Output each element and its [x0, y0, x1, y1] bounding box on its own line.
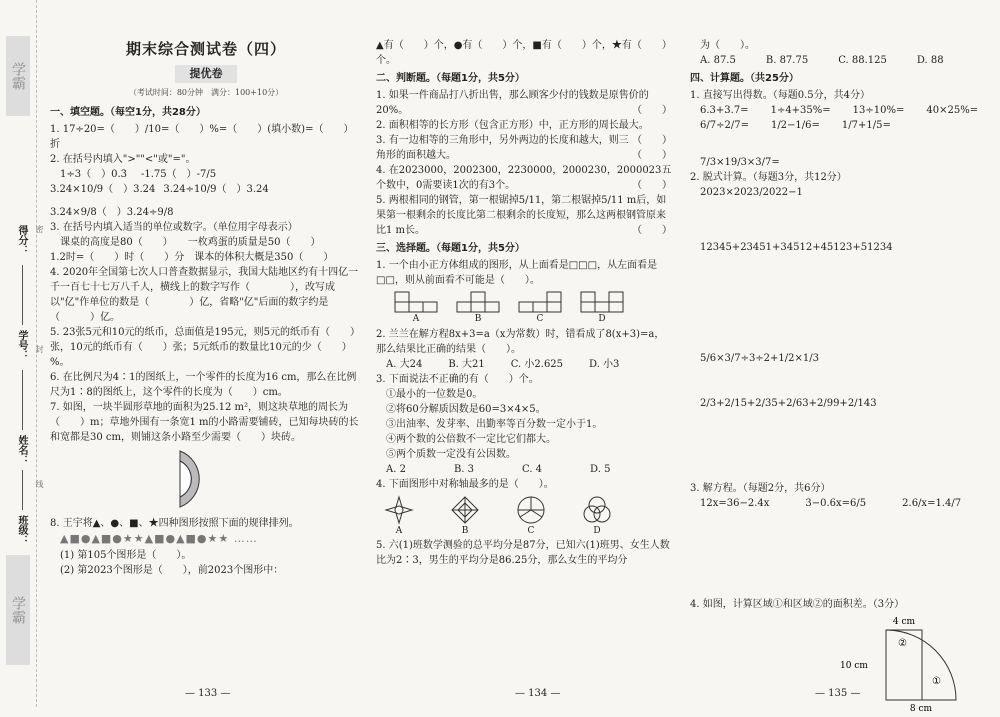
choice-3-options — [376, 462, 672, 477]
work-space — [690, 411, 990, 481]
expression: 13÷10%= — [852, 105, 905, 116]
section-multiple-choice: 三、选择题。（每题1分，共5分） — [376, 243, 525, 254]
student-id-field-label: 学号： — [16, 330, 27, 360]
option: B. 3 — [453, 463, 475, 475]
compare-item: 3.24÷10/9（ ）3.24 — [163, 184, 269, 195]
page-title: 期末综合测试卷（四） — [125, 40, 286, 58]
expression: 6/7÷2/7= — [700, 120, 749, 131]
section-fill-blank: 一、填空题。（每空1分，共28分） — [50, 107, 206, 118]
expression: 1/7+1/5= — [841, 120, 891, 131]
expression: 1÷4+35%= — [770, 105, 831, 116]
option: D. 88 — [916, 55, 944, 66]
calc-1: 1. 直接写出得数。（每题0.5分，共4分） — [690, 90, 870, 101]
width-top-label: 4 cm — [892, 617, 916, 627]
statement: ①最小的一位数是0。 — [386, 388, 483, 400]
calc-1-row-2 — [690, 118, 990, 170]
statement: ②将60分解质因数是60=3×4×5。 — [386, 403, 546, 415]
choice-4-figures — [384, 495, 612, 539]
three-circles-figure: D — [582, 495, 612, 539]
answer-parens: （ ） — [632, 105, 672, 116]
choice-4: 4. 下面图形中对称轴最多的是（ ）。 — [376, 478, 554, 490]
calc-4: 4. 如图，计算区域①和区域②的面积差。（3分） — [690, 599, 905, 610]
diamond-figure: B — [450, 495, 480, 539]
binding-strip — [0, 0, 44, 707]
expression: 5/6×3/7÷3÷2+1/2×1/3 — [700, 353, 819, 364]
star-cross-figure: A — [384, 495, 414, 539]
brand-logo-bottom: 学霸 — [6, 555, 30, 665]
question-1: 1. 17÷20=（ ）/10=（ ）%=（ ）(填小数)=（ ）折 — [50, 124, 354, 150]
circle-sectors-figure: C — [516, 495, 546, 539]
choice-2-options — [376, 357, 672, 372]
page-133 — [0, 0, 370, 707]
option: B. 87.75 — [765, 55, 809, 66]
question-3: 3. 在括号内填入适当的单位或数字。（单位用字母表示） — [50, 222, 298, 233]
choice-1-figures — [394, 291, 624, 327]
region-2-label: ② — [898, 638, 907, 649]
compare-item: 3.24×9/8（ ）3.24÷9/8 — [50, 207, 174, 218]
compare-item: -1.75（ ）-7/5 — [141, 169, 217, 180]
region-1-label: ① — [932, 676, 941, 687]
work-space — [690, 511, 990, 597]
question-6: 6. 在比例尺为4∶1的图纸上，一个零件的长度为16 cm，那么在比例尺为1∶8的图纸上，这个零件的长度为（ ）cm。 — [50, 372, 357, 398]
statement: ④两个数的公倍数不一定比它们都大。 — [386, 433, 556, 445]
equation: 12x=36−2.4x — [700, 498, 770, 509]
student-id-field-line — [22, 370, 23, 430]
figure-option-d: D — [580, 291, 624, 327]
option: B. 大21 — [448, 358, 485, 370]
question-4: 4. 2020年全国第七次人口普查数据显示，我国大陆地区约有十四亿一千一百七十七万八千人，横线上的数字写作（ ），改写成以"亿"作单位的数是（ ）亿，省略"亿"后面的数字约是（ ）亿。 — [50, 267, 359, 323]
judge-2: 2. 面积相等的长方形（包含正方形）中，正方形的周长最大。 （ ） — [376, 120, 672, 146]
exam-meta: （考试时间：80分钟 满分：100+10分） — [128, 88, 284, 97]
page-135 — [680, 0, 1000, 712]
page-134 — [370, 0, 680, 707]
shape-count-line: ▲有（ ）个，●有（ ）个，■有（ ）个，★有（ ）个。 — [376, 40, 672, 66]
section-calculation: 四、计算题。（共25分） — [690, 73, 799, 84]
page-number: — 134 — — [515, 688, 561, 699]
calc-2: 2. 脱式计算。（每题3分，共12分） — [690, 172, 847, 183]
question-8-1: (1) 第105个图形是（ ）。 — [60, 549, 192, 561]
judge-3: 3. 有一边相等的三角形中，另外两边的长度和越大，则三角形的面积越大。 （ ） — [376, 135, 672, 161]
width-bottom-label: 8 cm — [909, 704, 933, 712]
choice-3: 3. 下面说法不正确的有（ ）个。 — [376, 373, 539, 385]
figure-option-b: B — [456, 291, 500, 327]
choice-5-continued: 为（ ）。 — [700, 40, 755, 51]
question-3-line: 1.2时=（ ）时（ ）分 课本的体积大概是350（ ） — [50, 252, 334, 263]
page-134-content — [376, 38, 672, 568]
equation: 2.6/x=1.4/7 — [902, 498, 962, 509]
option: A. 87.5 — [700, 55, 736, 66]
option: C. 4 — [522, 463, 543, 475]
page-135-content — [690, 38, 990, 717]
answer-parens: （ ） — [632, 225, 672, 236]
choice-1: 1. 一个由小正方体组成的图形，从上面看是□□□，从左面看是□□，则从前面看不可能是（ ）。 — [376, 260, 658, 286]
score-field-line — [22, 265, 23, 325]
option: A. 2 — [386, 463, 406, 475]
calc-1-row-1 — [690, 103, 990, 118]
name-field-label: 姓名： — [16, 435, 27, 465]
expression: 7/3×19/3×3/7= — [700, 157, 780, 168]
question-7: 7. 如图，一块半圆形草地的面积为25.12 m²，则这块草地的周长为（ ）m；草地外围有一条宽1 m的小路需要铺砖，已知每块砖的长和宽都是30 cm，则铺这条小路至少需要（ ）块砖。 — [50, 402, 359, 443]
calc-2-row-1 — [690, 185, 990, 255]
expression: 2/3+2/15+2/35+2/63+2/99+2/143 — [700, 398, 877, 409]
question-8-2: (2) 第2023个图形是（ ），前2023个图形中： — [60, 564, 284, 576]
judge-5: 5. 两根相同的钢管，第一根锯掉5/11，第二根锯掉5/11 m后，如果第一根剩余的长度比第二根剩余的长度短，那么这两根钢管原来比1 m长。 （ ） — [376, 195, 672, 236]
answer-parens: （ ） — [632, 135, 672, 146]
question-2: 2. 在括号内填入">""<"或"="。 — [50, 154, 196, 165]
calc-3: 3. 解方程。（每题2分，共6分） — [690, 483, 831, 494]
option: D. 5 — [590, 463, 611, 475]
choice-5: 5. 六(1)班数学测验的总平均分是87分，已知六(1)班男、女生人数比为2∶3，男生的平均分是86.25分，那么女生的平均分 — [376, 540, 670, 566]
judge-4: 4. 在2023000，2002300，2230000，2000230，2000023五个数中，0需要读1次的有3个。 （ ） — [376, 165, 672, 191]
seal-mark-xian: 线 — [35, 480, 44, 488]
statement: ⑤两个质数一定没有公因数。 — [386, 448, 516, 460]
choice-2: 2. 兰兰在解方程8x+3=a（x为常数）时，错看成了8(x+3)=a，那么结果比正确的结果（ ）。 — [376, 328, 665, 355]
option: C. 小2.625 — [510, 358, 564, 370]
shape-sequence: ▲■●▲■●★★▲■●▲■●★★ …… — [60, 532, 258, 545]
statement: ③出油率、发芽率、出勤率等百分数一定小于1。 — [386, 418, 603, 430]
option: D. 小3 — [589, 358, 620, 370]
question-5: 5. 23张5元和10元的纸币，总面值是195元，则5元的纸币有（ ）张，10元的纸币有（ ）张；5元纸币的数量比10元的少（ ）%。 — [50, 327, 360, 368]
question-3-line: 课桌的高度是80（ ） 一枚鸡蛋的质量是50（ ） — [60, 237, 321, 248]
page-number: — 133 — — [185, 688, 231, 699]
question-2-row-1 — [50, 167, 362, 182]
compare-item: 1÷3（ ）0.3̇ — [60, 169, 128, 180]
brand-logo-top: 学霸 — [6, 36, 30, 116]
option: C. 88.125 — [838, 55, 887, 66]
question-2-row-2 — [50, 182, 362, 220]
option: A. 大24 — [386, 358, 423, 370]
answer-parens: （ ） — [632, 150, 672, 161]
score-field-label: 得分： — [16, 225, 27, 255]
page-number: — 135 — — [815, 688, 861, 699]
expression: 2023×2023/2022−1 — [700, 187, 803, 198]
expression: 6.3+3.7= — [700, 105, 749, 116]
answer-parens: （ ） — [632, 180, 672, 191]
figure-option-c: C — [518, 291, 562, 327]
expression: 40×25%= — [926, 105, 979, 116]
page-subtitle: 提优卷 — [175, 65, 237, 84]
expression: 1/2−1/6= — [770, 120, 820, 131]
section-true-false: 二、判断题。（每题1分，共5分） — [376, 73, 525, 84]
figure-option-a: A — [394, 291, 438, 327]
judge-1: 1. 如果一件商品打八折出售，那么顾客少付的钱数是原售价的20%。 （ ） — [376, 90, 672, 116]
calc-2-row-2 — [690, 351, 990, 411]
choice-5-options — [690, 53, 990, 68]
work-space — [690, 255, 990, 351]
height-label: 10 cm — [840, 661, 868, 671]
calc-3-row — [690, 496, 990, 511]
compare-item: 3.24×10/9（ ）3.24 — [50, 184, 156, 195]
name-field-line — [22, 470, 23, 510]
seal-mark-mi: 密 — [35, 225, 44, 233]
class-field-label: 班级： — [16, 515, 27, 545]
equation: 3−0.6x=6/5 — [805, 498, 867, 509]
seal-mark-feng: 封 — [35, 345, 44, 353]
semicircle-figure — [50, 445, 362, 511]
expression: 12345+23451+34512+45123+51234 — [700, 242, 893, 253]
page-133-content — [50, 38, 362, 578]
question-8: 8. 王宇将▲、●、■、★四种图形按照下面的规律排列。 — [50, 518, 299, 529]
